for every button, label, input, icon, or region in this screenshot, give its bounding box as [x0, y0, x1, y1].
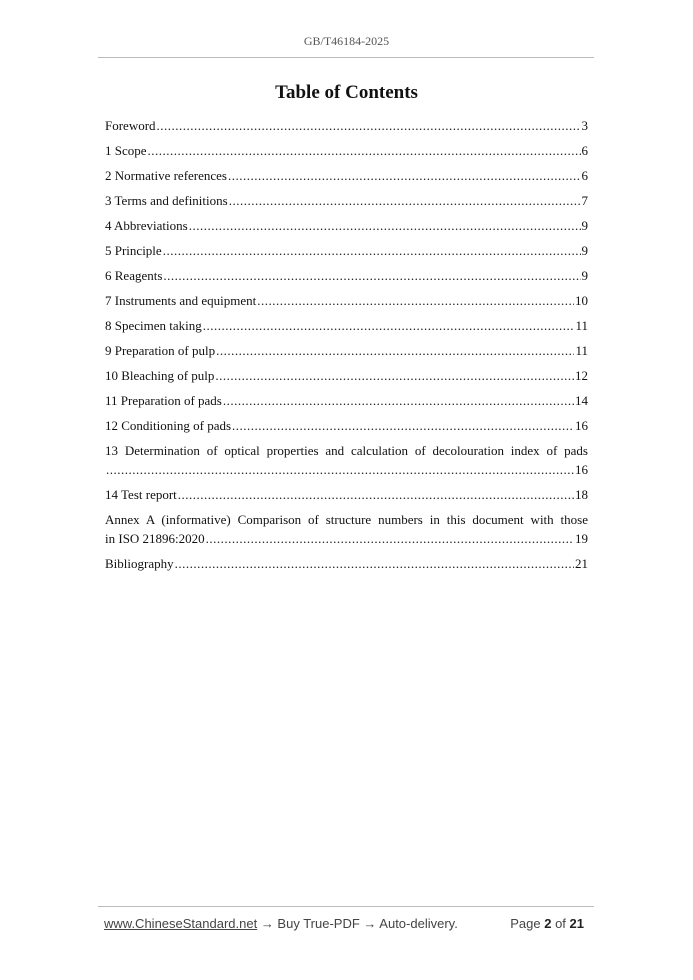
- dot-leader: [175, 554, 574, 573]
- dot-leader: [163, 266, 580, 285]
- toc-entry-page: 18: [575, 487, 588, 502]
- toc-entry-page: 11: [575, 318, 588, 333]
- dot-leader: [223, 391, 574, 410]
- toc-entry-page: 14: [575, 393, 588, 408]
- toc-entry-page: 6: [581, 143, 588, 158]
- toc-entry-page: 10: [575, 293, 588, 308]
- toc-entry-annex-a[interactable]: [105, 510, 588, 554]
- table-of-contents: [105, 116, 588, 579]
- toc-entry-label: 2 Normative references: [105, 168, 227, 183]
- site-link[interactable]: www.ChineseStandard.net: [104, 916, 258, 931]
- toc-entry-label: 14 Test report: [105, 487, 177, 502]
- toc-entry-label-line1: Annex A (informative) Comparison of structure numbers in this document with those: [105, 512, 588, 527]
- toc-entry-bibliography[interactable]: [105, 554, 588, 579]
- page-indicator: [510, 916, 584, 931]
- dot-leader: [228, 166, 581, 185]
- toc-entry-preparation-of-pads[interactable]: [105, 391, 588, 416]
- toc-entry-page: 16: [575, 418, 588, 433]
- dot-leader: [229, 191, 581, 210]
- toc-entry-label: 10 Bleaching of pulp: [105, 368, 215, 383]
- toc-entry-label: 1 Scope: [105, 143, 147, 158]
- toc-entry-determination-of-optical-properties[interactable]: [105, 441, 588, 485]
- toc-entry-page: 7: [581, 193, 588, 208]
- toc-entry-test-report[interactable]: [105, 485, 588, 510]
- toc-entry-label: 12 Conditioning of pads: [105, 418, 232, 433]
- toc-entry-page: 16: [575, 462, 588, 477]
- toc-entry-label: 11 Preparation of pads: [105, 393, 222, 408]
- toc-entry-normative-references[interactable]: [105, 166, 588, 191]
- dot-leader: [189, 216, 581, 235]
- page-word: Page: [510, 916, 541, 931]
- toc-entry-label: 4 Abbreviations: [105, 218, 188, 233]
- of-word: of: [555, 916, 566, 931]
- page-title: Table of Contents: [275, 82, 418, 103]
- toc-entry-label: 5 Principle: [105, 243, 162, 258]
- toc-entry-abbreviations[interactable]: [105, 216, 588, 241]
- dot-leader: [178, 485, 574, 504]
- dot-leader: [206, 529, 574, 548]
- toc-entry-scope[interactable]: [105, 141, 588, 166]
- dot-leader: [257, 291, 574, 310]
- toc-entry-page: 6: [581, 168, 588, 183]
- toc-entry-label: 6 Reagents: [105, 268, 163, 283]
- toc-entry-label: 9 Preparation of pulp: [105, 343, 216, 358]
- dot-leader: [203, 316, 575, 335]
- toc-entry-page: 19: [575, 531, 588, 546]
- toc-entry-page: 21: [575, 556, 588, 571]
- toc-entry-label: 13 Determination of optical properties and calculation of decolouration index of pads: [105, 443, 588, 458]
- toc-entry-foreword[interactable]: [105, 116, 588, 141]
- toc-entry-conditioning-of-pads[interactable]: [105, 416, 588, 441]
- footer-tagline: → Buy True-PDF → Auto-delivery.: [257, 916, 458, 931]
- dot-leader: [157, 116, 581, 135]
- toc-entry-label: 8 Specimen taking: [105, 318, 202, 333]
- toc-entry-label: 7 Instruments and equipment: [105, 293, 257, 308]
- toc-entry-page: 12: [575, 368, 588, 383]
- toc-entry-terms-and-definitions[interactable]: [105, 191, 588, 216]
- dot-leader: [216, 341, 574, 360]
- current-page-number: 2: [544, 916, 552, 931]
- toc-entry-instruments-and-equipment[interactable]: [105, 291, 588, 316]
- dot-leader: [106, 460, 574, 479]
- dot-leader: [232, 416, 574, 435]
- toc-entry-reagents[interactable]: [105, 266, 588, 291]
- toc-entry-label: Bibliography: [105, 556, 174, 571]
- toc-entry-bleaching-of-pulp[interactable]: [105, 366, 588, 391]
- toc-entry-page: 9: [581, 268, 588, 283]
- footer-promo: [104, 916, 458, 931]
- toc-entry-label-line2: in ISO 21896:2020: [105, 531, 205, 546]
- toc-entry-page: 11: [575, 343, 588, 358]
- header-divider: [98, 57, 594, 58]
- document-code: GB/T46184-2025: [303, 34, 390, 48]
- footer-divider: [98, 906, 594, 907]
- toc-entry-specimen-taking[interactable]: [105, 316, 588, 341]
- dot-leader: [148, 141, 581, 160]
- page-footer: [104, 916, 584, 931]
- toc-entry-label: Foreword: [105, 118, 156, 133]
- toc-entry-preparation-of-pulp[interactable]: [105, 341, 588, 366]
- toc-entry-label: 3 Terms and definitions: [105, 193, 228, 208]
- toc-entry-page: 3: [581, 118, 588, 133]
- dot-leader: [163, 241, 581, 260]
- total-pages-number: 21: [569, 916, 584, 931]
- toc-entry-page: 9: [581, 218, 588, 233]
- dot-leader: [215, 366, 574, 385]
- toc-entry-principle[interactable]: [105, 241, 588, 266]
- toc-entry-page: 9: [581, 243, 588, 258]
